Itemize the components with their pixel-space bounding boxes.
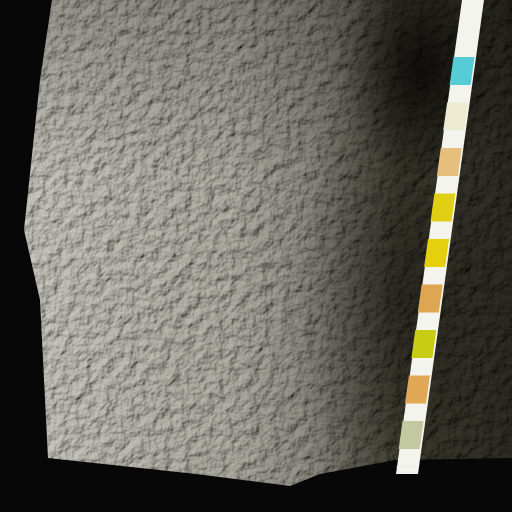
strip-pad-2 (443, 103, 468, 131)
strip-pad-4 (430, 194, 455, 222)
strip-pad-8 (405, 376, 430, 404)
strip-pad-6 (418, 285, 443, 313)
strip-pad-9 (399, 421, 424, 449)
strip-pad-1 (450, 57, 475, 85)
strip-pad-10 (396, 466, 417, 467)
strip-pad-5 (424, 239, 449, 267)
strip-pad-7 (411, 330, 436, 358)
strip-pad-3 (437, 148, 462, 176)
